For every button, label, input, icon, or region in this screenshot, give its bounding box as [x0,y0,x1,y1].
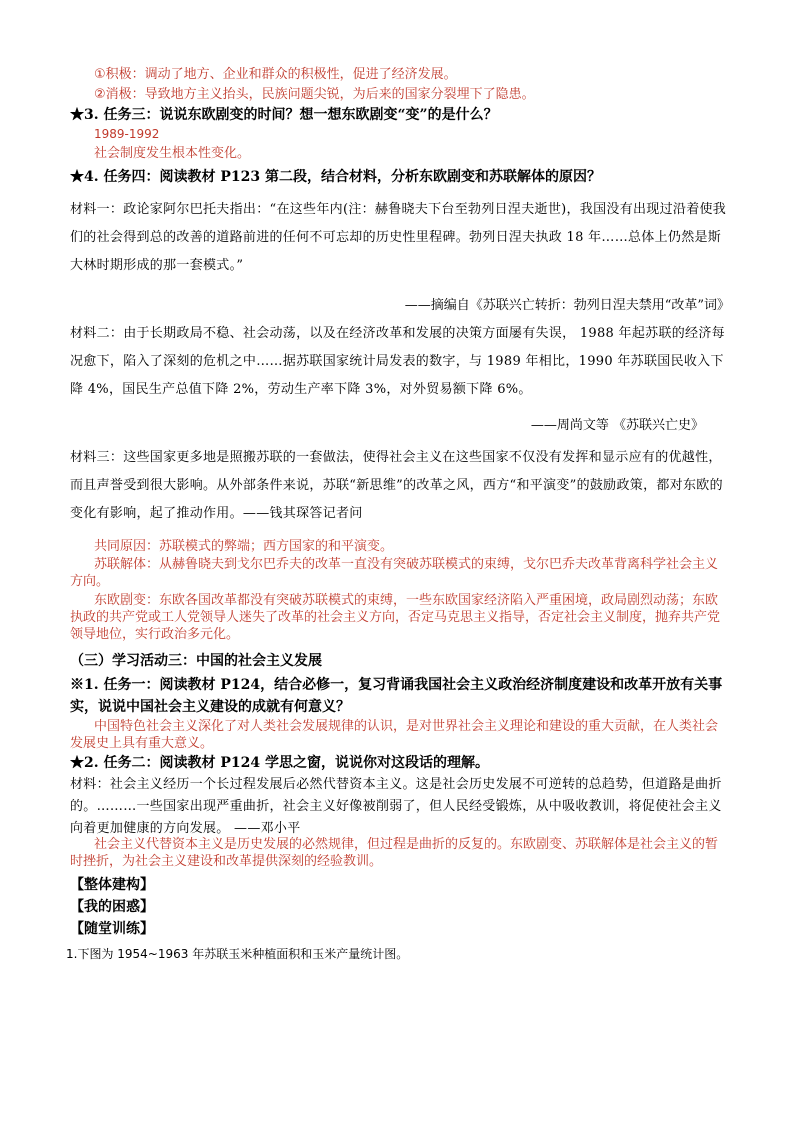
activity3-heading: （三）学习活动三：中国的社会主义发展 [70,653,322,669]
activity3-task2-material: 材料：社会主义经历一个长过程发展后必然代替资本主义。这是社会历史发展不可逆转的总趋势，但道路是曲折的。………一些国家出现严重曲折，社会主义好像被削弱了，但人民经受锻炼，从中吸收教训，将促使社会主义向着更加健康的方向发展。 ——邓小平 [70,777,722,836]
material-3: 材料三：这些国家更多地是照搬苏联的一套做法，使得社会主义在这些国家不仅没有发挥和显示应有的优越性，而且声誉受到很大影响。从外部条件来说，苏联“新思维”的改革之风，西方“和平演变”的鼓励政策，都对东欧的变化有影响，起了推动作用。——钱其琛答记者问 [70,450,723,521]
question-1: 1.下图为 1954~1963 年苏联玉米种植面积和玉米产量统计图。 [66,947,409,961]
activity3-task2-answer: 社会主义代替资本主义是历史发展的必然规律，但过程是曲折的反复的。东欧剧变、苏联解体是社会主义的暂时挫折，为社会主义建设和改革提供深刻的经验教训。 [70,837,719,869]
activity3-task1-answer: 中国特色社会主义深化了对人类社会发展规律的认识，是对世界社会主义理论和建设的重大贡献，在人类社会发展史上具有重大意义。 [70,719,719,751]
material-1: 材料一：政论家阿尔巴托夫指出：“在这些年内(注：赫鲁晓夫下台至勃列日涅夫逝世)，我国没有出现过沿着使我们的社会得到总的改善的道路前进的任何不可忘却的历史性里程碑。勃列日涅夫执政 18 年……总体上仍然是斯大林时期形成的那一套模式。” [70,202,727,273]
task3-answer-text: 社会制度发生根本性变化。 [94,146,251,161]
answer-negative: ②消极：导致地方主义抬头，民族问题尖锐，为后来的国家分裂埋下了隐患。 [94,87,535,102]
task3-answer-years: 1989-1992 [94,127,160,141]
task3-title: ★3. 任务三：说说东欧剧变的时间？想一想东欧剧变“变”的是什么？ [70,107,498,123]
answer-positive: ①积极：调动了地方、企业和群众的积极性，促进了经济发展。 [94,67,457,82]
task4-answer-soviet: 苏联解体：从赫鲁晓夫到戈尔巴乔夫的改革一直没有突破苏联模式的束缚，戈尔巴乔夫改革背离科学社会主义方向。 [70,557,719,589]
activity3-task1-title: ※1. 任务一：阅读教材 P124，结合必修一，复习背诵我国社会主义政治经济制度建设和改革开放有关事实，说说中国社会主义建设的成就有何意义？ [70,677,723,715]
task4-answer-common: 共同原因：苏联模式的弊端；西方国家的和平演变。 [94,539,394,554]
task4-title: ★4. 任务四：阅读教材 P123 第二段，结合材料，分析东欧剧变和苏联解体的原因？ [70,169,601,185]
section-overall: 【整体建构】 [70,877,154,893]
material-2-source: ——周尚文等 《苏联兴亡史》 [530,418,704,433]
material-2: 材料二：由于长期政局不稳、社会动荡，以及在经济改革和发展的决策方面屡有失误， 1988 年起苏联的经济每况愈下，陷入了深刻的危机之中……据苏联国家统计局发表的数字，与 1989 年相比，1990 年苏联国民收入下降 4%，国民生产总值下降 2%，劳动生产率下降 3%，对外贸易额下降 6%。 [70,326,725,397]
task4-answer-east: 东欧剧变：东欧各国改革都没有突破苏联模式的束缚，一些东欧国家经济陷入严重困境，政局剧烈动荡；东欧执政的共产党或工人党领导人迷失了改革的社会主义方向，否定马克思主义指导，否定社会主义制度，抛弃共产党领导地位，实行政治多元化。 [70,593,721,642]
section-practice: 【随堂训练】 [70,921,154,937]
material-1-source: ——摘编自《苏联兴亡转折：勃列日涅夫禁用“改革”词》 [404,298,730,313]
activity3-task2-title: ★2. 任务二：阅读教材 P124 学思之窗，说说你对这段话的理解。 [70,755,489,771]
section-confusion: 【我的困惑】 [70,899,154,915]
